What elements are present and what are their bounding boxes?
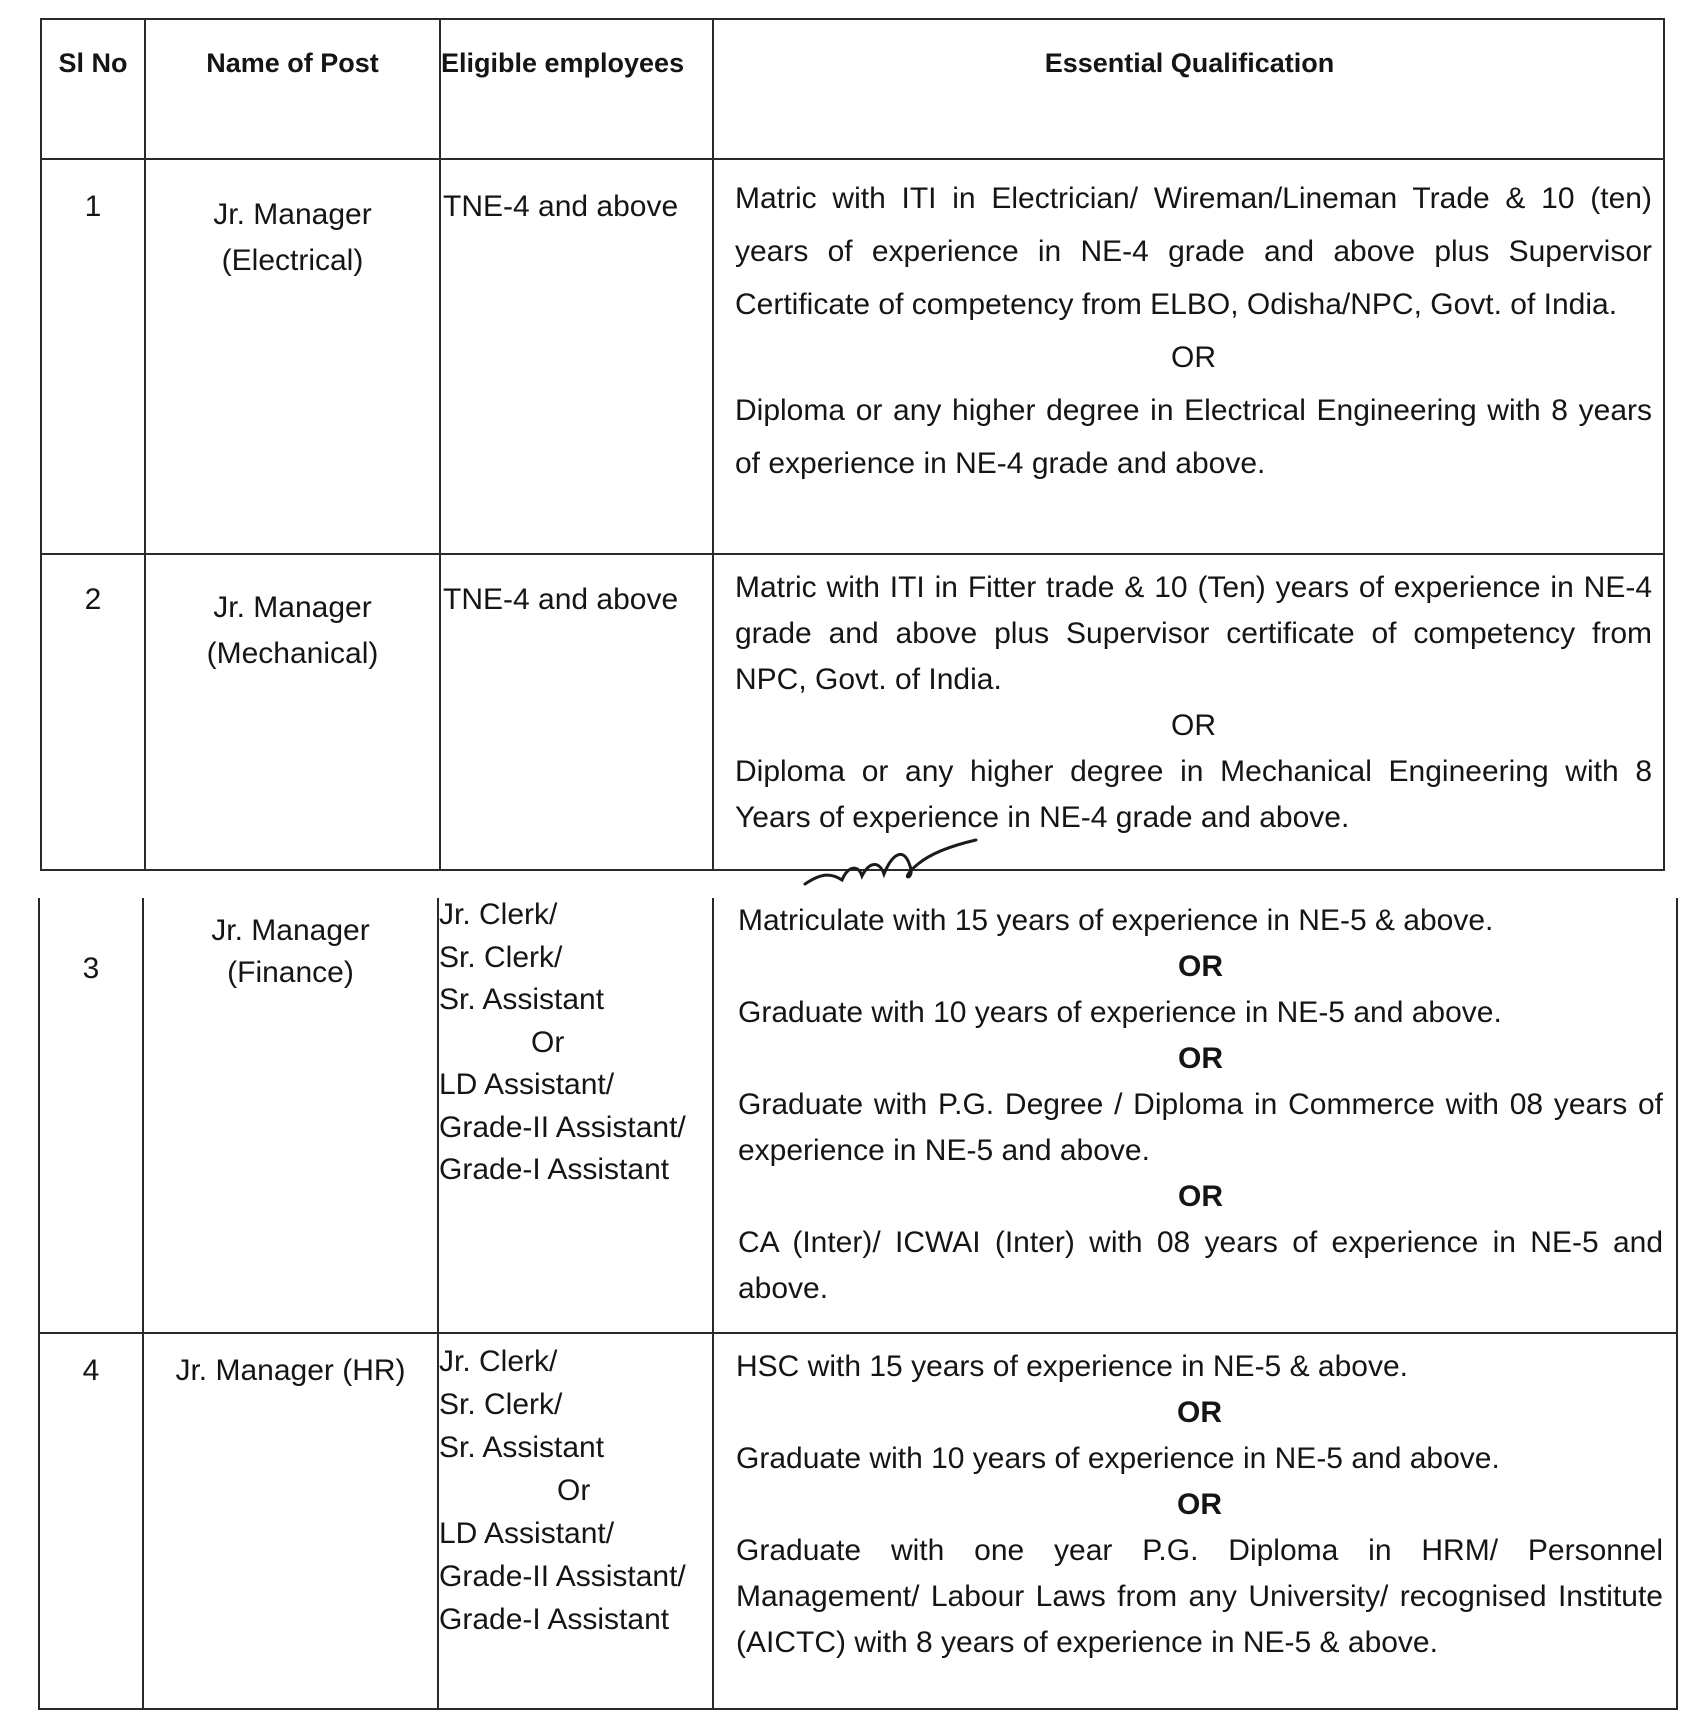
row-divider	[42, 553, 1663, 555]
qualification-option: Matric with ITI in Electrician/ Wireman/Lineman Trade & 10 (ten) years of experience in NE-4 grade and above plus Supervisor Certificate of competency from ELBO, Odisha/NPC, Govt. of India.	[735, 182, 1652, 321]
row-3-eligible	[439, 894, 711, 1192]
row-divider	[40, 1332, 1676, 1334]
row-2-post	[146, 585, 439, 677]
row-3-post	[144, 910, 437, 994]
header-eligible-employees: Eligible employees	[441, 48, 685, 78]
header-sl-no: Sl No	[58, 48, 128, 78]
or-separator: OR	[1171, 341, 1216, 374]
eligible-line: LD Assistant/	[439, 1068, 615, 1101]
row-3-qualification	[738, 898, 1663, 1312]
post-line: Jr. Manager	[211, 914, 370, 947]
qualification-option: Matric with ITI in Fitter trade & 10 (Ten) years of experience in NE-4 grade and above plus Supervisor certificate of competency from NPC, Govt. of India.	[735, 571, 1652, 696]
qualification-table-bottom	[38, 898, 1678, 1710]
eligible-or: Or	[557, 1474, 591, 1507]
eligible-line: Grade-I Assistant	[439, 1153, 670, 1186]
column-divider	[439, 20, 441, 869]
eligible-line: Sr. Assistant	[439, 1431, 605, 1464]
post-line: (Electrical)	[221, 244, 364, 277]
row-2-qualification	[735, 565, 1652, 841]
qualification-option: Graduate with one year P.G. Diploma in HRM/ Personnel Management/ Labour Laws from any University/ recognised Institute (AICTC) with 8 years of experience in NE-5 & above.	[736, 1534, 1663, 1659]
qualification-option: Diploma or any higher degree in Electrical Engineering with 8 years of experience in NE-4 grade and above.	[735, 394, 1652, 480]
row-2-eligible: TNE-4 and above	[443, 583, 679, 616]
signature-scribble	[800, 836, 980, 892]
row-3-sl: 3	[82, 952, 100, 985]
header-essential-qualification: Essential Qualification	[1044, 48, 1335, 78]
eligible-line: Sr. Clerk/	[439, 1388, 563, 1421]
row-divider	[42, 158, 1663, 160]
or-separator: OR	[1178, 950, 1223, 983]
row-1-post	[146, 192, 439, 284]
qualification-option: Graduate with 10 years of experience in NE-5 and above.	[738, 996, 1502, 1029]
eligible-line: LD Assistant/	[439, 1517, 615, 1550]
row-1-eligible: TNE-4 and above	[443, 190, 679, 223]
post-line: (Mechanical)	[206, 637, 379, 670]
or-separator: OR	[1171, 709, 1216, 742]
post-line: (Finance)	[227, 956, 354, 989]
or-separator: OR	[1178, 1042, 1223, 1075]
qualification-option: Graduate with P.G. Degree / Diploma in Commerce with 08 years of experience in NE-5 and above.	[738, 1088, 1663, 1167]
eligible-line: Grade-II Assistant/	[439, 1110, 686, 1144]
or-separator: OR	[1177, 1396, 1222, 1429]
eligible-or: Or	[531, 1025, 565, 1059]
post-line: Jr. Manager	[213, 591, 372, 624]
column-divider	[144, 20, 146, 869]
row-4-eligible	[439, 1340, 711, 1641]
column-divider	[142, 898, 144, 1708]
qualification-option: CA (Inter)/ ICWAI (Inter) with 08 years of experience in NE-5 and above.	[738, 1226, 1663, 1305]
row-4-post: Jr. Manager (HR)	[175, 1354, 406, 1387]
eligible-line: Sr. Clerk/	[439, 940, 563, 974]
row-1-sl: 1	[84, 190, 102, 223]
eligible-line: Grade-I Assistant	[439, 1603, 670, 1636]
qualification-option: HSC with 15 years of experience in NE-5 & above.	[736, 1350, 1408, 1383]
column-divider	[712, 20, 714, 869]
eligible-line: Grade-II Assistant/	[439, 1560, 686, 1593]
qualification-table-top	[40, 18, 1665, 871]
or-separator: OR	[1178, 1180, 1223, 1213]
post-line: Jr. Manager	[213, 198, 372, 231]
row-1-qualification	[735, 172, 1652, 490]
row-2-sl: 2	[84, 583, 102, 616]
row-4-sl: 4	[82, 1354, 100, 1387]
qualification-option: Diploma or any higher degree in Mechanical Engineering with 8 Years of experience in NE-4 grade and above.	[735, 755, 1652, 834]
row-4-qualification	[736, 1344, 1663, 1666]
eligible-line: Sr. Assistant	[439, 983, 605, 1016]
or-separator: OR	[1177, 1488, 1222, 1521]
eligible-line: Jr. Clerk/	[439, 898, 558, 931]
column-divider	[712, 898, 714, 1708]
eligible-line: Jr. Clerk/	[439, 1345, 558, 1378]
qualification-option: Matriculate with 15 years of experience in NE-5 & above.	[738, 904, 1494, 937]
header-name-of-post: Name of Post	[206, 48, 379, 78]
qualification-option: Graduate with 10 years of experience in NE-5 and above.	[736, 1442, 1500, 1475]
